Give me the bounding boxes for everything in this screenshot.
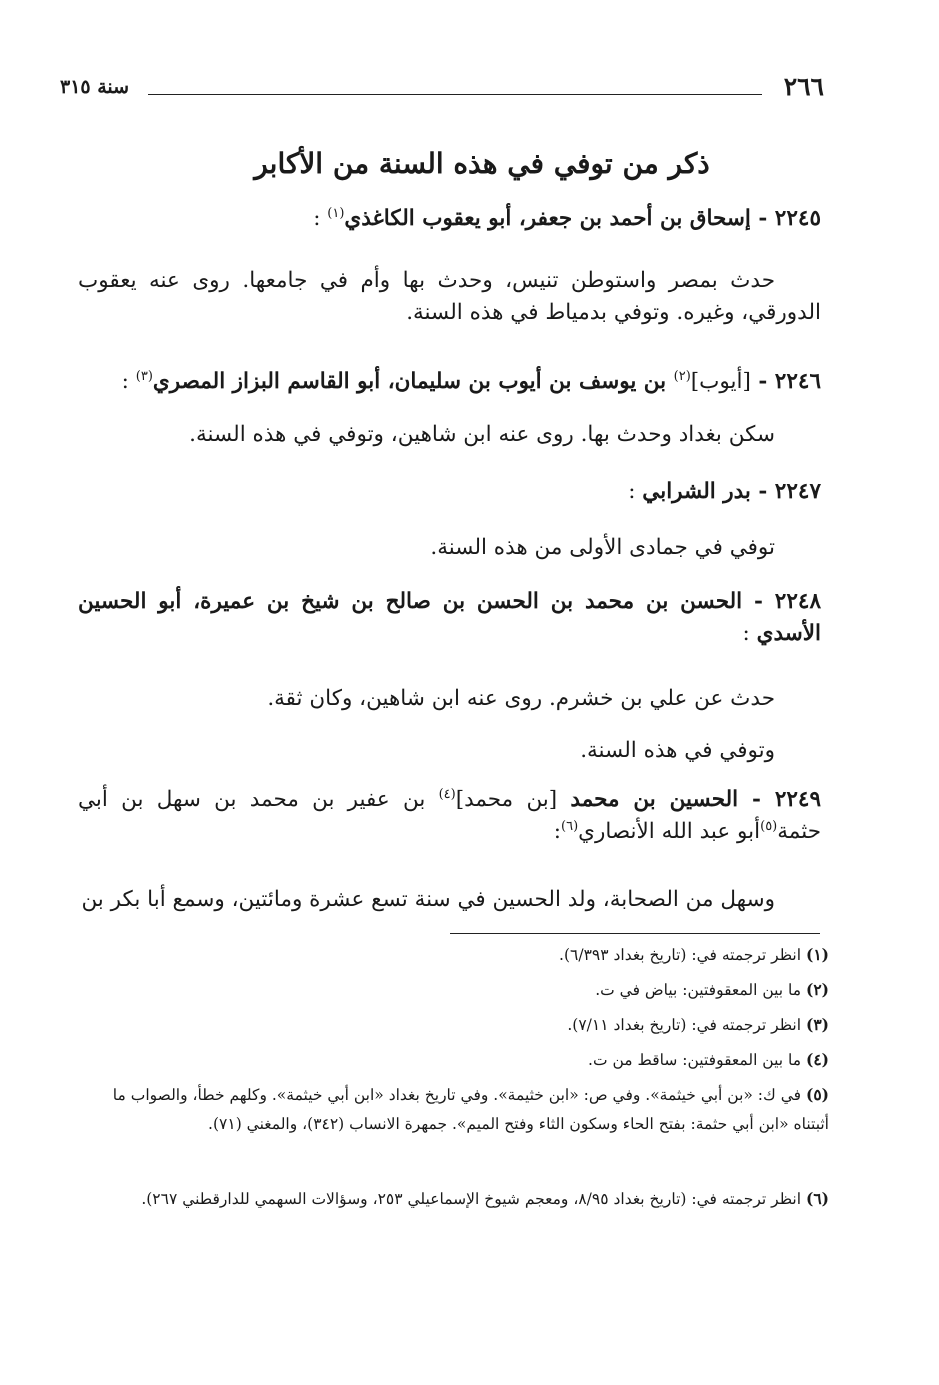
entry-body: وسهل من الصحابة، ولد الحسين في سنة تسع عشرة ومائتين، وسمع أبا بكر بن — [81, 887, 775, 912]
entry-body: حدث عن علي بن خشرم. روى عنه ابن شاهين، وكان ثقة. — [267, 686, 775, 711]
footnote: (٣) انظر ترجمته في: (تاريخ بغداد ٧/١١). — [567, 1015, 829, 1034]
entry-body: توفي في جمادى الأولى من هذه السنة. — [430, 535, 775, 560]
entry-heading: ٢٢٤٦ - [أيوب]$^{(٢)}$ بن يوسف بن أيوب بن سليمان، أبو القاسم البزاز المصري$^{(٣)}$ : — [121, 368, 821, 394]
section-title: ذكر من توفي في هذه السنة من الأكابر — [254, 147, 710, 180]
header-rule — [148, 94, 762, 95]
entry-heading: ٢٢٤٨ - الحسن بن محمد بن الحسن بن صالح بن شيخ بن عميرة، أبو الحسين الأسدي : — [78, 589, 821, 647]
entry-body: حدث بمصر واستوطن تنيس، وحدث بها وأم في جامعها. روى عنه يعقوب الدورقي، وغيره. وتوفي بدمياط في هذه السنة. — [78, 268, 821, 326]
footnote-separator — [450, 933, 820, 934]
entry-heading: ٢٢٤٥ - إسحاق بن أحمد بن جعفر، أبو يعقوب الكاغذي$^{(١)}$ : — [313, 205, 821, 231]
page-number: ٢٦٦ — [783, 72, 824, 101]
entry-heading: ٢٢٤٩ - الحسين بن محمد [بن محمد]$^{(٤)}$ بن عفير بن محمد بن سهل بن أبي حثمة$^{(٥)}$أبو عبد الله الأنصاري$^{(٦)}$: — [78, 786, 822, 845]
entry-body: وتوفي في هذه السنة. — [580, 738, 775, 763]
footnote: (٢) ما بين المعقوفتين: بياض في ت. — [595, 980, 829, 999]
entry-heading: ٢٢٤٧ - بدر الشرابي : — [628, 479, 821, 504]
footnote: (٦) انظر ترجمته في: (تاريخ بغداد ٨/٩٥، ومعجم شيوخ الإسماعيلي ٢٥٣، وسؤالات السهمي للدارقطني ٢٦٧). — [141, 1189, 829, 1208]
running-title: سنة ٣١٥ — [60, 76, 130, 98]
footnote: (٤) ما بين المعقوفتين: ساقط من ت. — [588, 1050, 829, 1069]
footnote: (١) انظر ترجمته في: (تاريخ بغداد ٦/٣٩٣). — [559, 945, 829, 964]
entry-body: سكن بغداد وحدث بها. روى عنه ابن شاهين، وتوفي في هذه السنة. — [189, 422, 775, 447]
footnote: (٥) في ك: «بن أبي خيثمة». وفي ص: «ابن خثيمة». وفي تاريخ بغداد «ابن أبي خيثمة». وكلهم خطأ، والصواب ما أثبتناه «ابن أبي حثمة: بفتح الحاء وسكون الثاء وفتح الميم». جمهرة الانساب (٣٤٢)، والمغني (٧١). — [112, 1085, 829, 1133]
page-header — [60, 72, 824, 106]
